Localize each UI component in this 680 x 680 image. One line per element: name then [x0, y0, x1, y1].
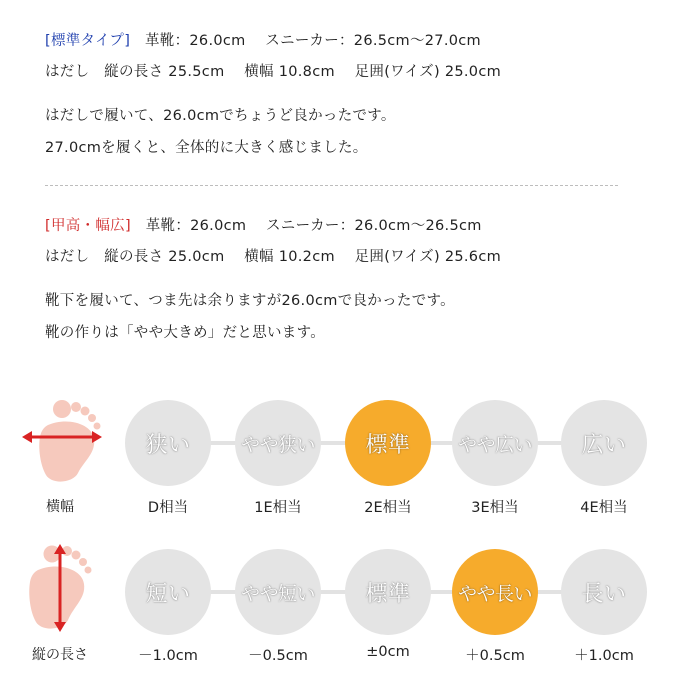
section-divider [45, 185, 618, 186]
standard-shoe-sizes: 革靴：26.0cm スニーカー：26.5cm～27.0cm [130, 33, 481, 49]
width-option-narrow: 狭い [125, 400, 211, 486]
length-sub-slightly-long: ＋0.5cm [465, 648, 525, 664]
standard-type-tag: [標準タイプ] [45, 33, 131, 49]
length-option-slightly-short: やや短い [235, 549, 321, 635]
length-sub-long: ＋1.0cm [574, 648, 634, 664]
standard-spec-line [45, 32, 481, 50]
width-option-standard: 標準 [345, 400, 431, 486]
length-axis-label: 縦の長さ [32, 647, 88, 663]
width-option-slightly-wide: やや広い [452, 400, 538, 486]
width-option-slightly-narrow: やや狭い [235, 400, 321, 486]
length-sub-standard: ±0cm [366, 644, 410, 660]
foot-length-icon [22, 540, 102, 636]
standard-comment-1: はだしで履いて、26.0cmでちょうど良かったです。 [45, 108, 396, 124]
wide-type-tag: [甲高・幅広] [45, 218, 131, 234]
width-option-wide: 広い [561, 400, 647, 486]
wide-foot-measurements: はだし 縦の長さ 25.0cm 横幅 10.2cm 足囲(ワイズ) 25.6cm [45, 249, 502, 265]
width-sub-slightly-narrow: 1E相当 [254, 500, 302, 516]
length-option-slightly-long: やや長い [452, 549, 538, 635]
width-sub-slightly-wide: 3E相当 [471, 500, 519, 516]
standard-foot-measurements: はだし 縦の長さ 25.5cm 横幅 10.8cm 足囲(ワイズ) 25.0cm [45, 64, 502, 80]
length-sub-slightly-short: －0.5cm [248, 648, 308, 664]
width-axis-label: 横幅 [46, 499, 74, 515]
wide-comment-1: 靴下を履いて、つま先は余りますが26.0cmで良かったです。 [45, 293, 455, 309]
wide-shoe-sizes: 革靴：26.0cm スニーカー：26.0cm～26.5cm [130, 218, 482, 234]
foot-width-icon [18, 395, 106, 487]
wide-comment-2: 靴の作りは「やや大きめ」だと思います。 [45, 325, 326, 341]
length-option-long: 長い [561, 549, 647, 635]
standard-comment-2: 27.0cmを履くと、全体的に大きく感じました。 [45, 140, 368, 156]
width-sub-narrow: D相当 [147, 500, 189, 516]
wide-spec-line [45, 217, 482, 235]
length-option-short: 短い [125, 549, 211, 635]
length-sub-short: －1.0cm [138, 648, 198, 664]
width-sub-standard: 2E相当 [364, 500, 412, 516]
length-option-standard: 標準 [345, 549, 431, 635]
width-sub-wide: 4E相当 [580, 500, 628, 516]
